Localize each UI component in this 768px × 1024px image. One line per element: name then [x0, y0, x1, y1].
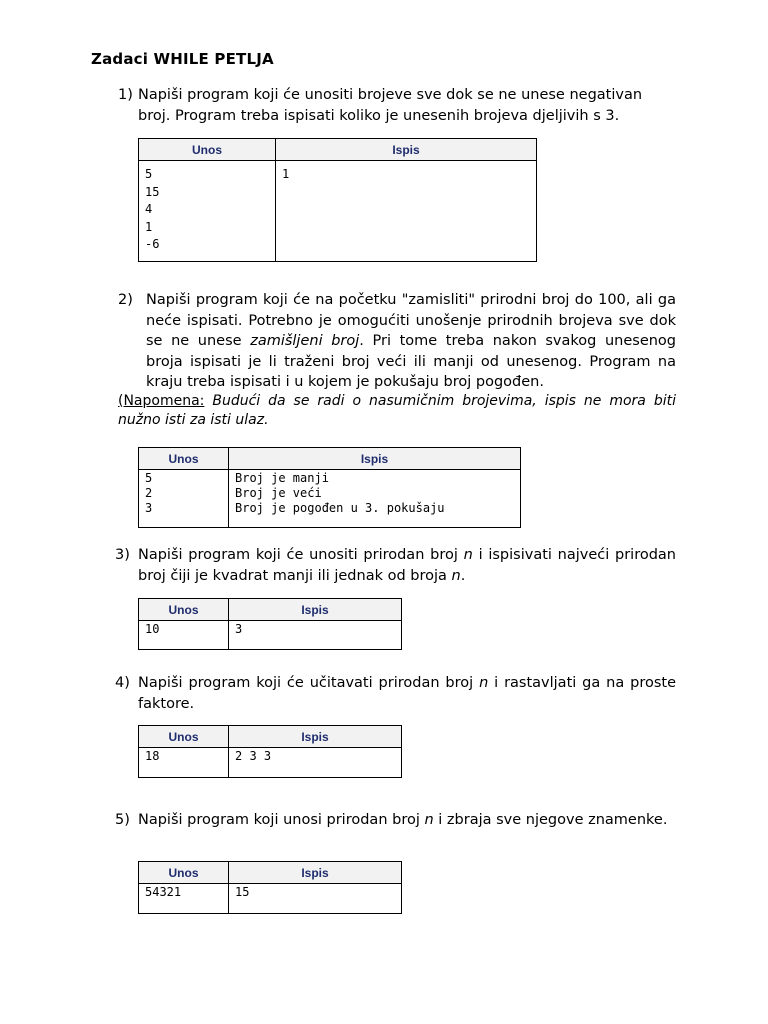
- io-table-5: [138, 861, 402, 914]
- task-text: Napiši program koji će na početku "zamisliti" prirodni broj do 100, ali ga neće ispisati. Potrebno je omogućiti unošenje prirodnih brojeva sve dok se ne unese zamišljeni broj. Pri tome treba nakon svakog unesenog broja ispisati je li traženi broj veći ili manji od unesenog. Program na kraju treba ispisati i u kojem je pokušaju broj pogođen.: [146, 292, 676, 390]
- input-cell: [139, 748, 229, 778]
- output-line: 3: [235, 622, 243, 636]
- output-line: 1: [282, 167, 290, 181]
- output-line: Broj je veći: [235, 486, 322, 500]
- table-header-input: Unos: [139, 139, 276, 161]
- io-table-3: [138, 598, 402, 650]
- task-text: Napiši program koji će učitavati prirodan broj n i rastavljati ga na proste faktore.: [138, 675, 676, 712]
- table-header-output: Ispis: [229, 599, 402, 621]
- note: [118, 392, 676, 430]
- table-header-output: Ispis: [229, 862, 402, 884]
- input-line: 15: [145, 184, 160, 199]
- io-table-2: [138, 447, 521, 528]
- output-cell: [229, 748, 402, 778]
- table-header-input: Unos: [139, 726, 229, 748]
- output-cell: [229, 884, 402, 914]
- table-header-input: Unos: [139, 862, 229, 884]
- output-line: 2 3 3: [235, 749, 272, 763]
- io-table-4: [138, 725, 402, 778]
- table-header-output: Ispis: [229, 726, 402, 748]
- task-number: 3): [115, 547, 130, 563]
- note-label: (Napomena:: [118, 393, 205, 409]
- task-text: Napiši program koji će unositi prirodan broj n i ispisivati najveći prirodan broj čiji je kvadrat manji ili jednak od broja n.: [138, 547, 676, 584]
- input-line: 5: [145, 471, 153, 485]
- page-title: Zadaci WHILE PETLJA: [91, 50, 274, 68]
- task-number: 1): [118, 87, 133, 103]
- task-text: Napiši program koji unosi prirodan broj n i zbraja sve njegove znamenke.: [138, 812, 668, 828]
- output-cell: [229, 470, 521, 528]
- table-header-input: Unos: [139, 599, 229, 621]
- io-table-1: [138, 138, 537, 262]
- output-line: Broj je pogođen u 3. pokušaju: [235, 501, 445, 515]
- input-cell: [139, 621, 229, 650]
- input-line: 54321: [145, 885, 182, 899]
- task-number: 5): [115, 812, 130, 828]
- output-cell: [229, 621, 402, 650]
- input-line: 3: [145, 501, 153, 515]
- output-line: Broj je manji: [235, 471, 329, 485]
- output-cell: [276, 161, 537, 262]
- task-number: 4): [115, 675, 130, 691]
- input-line: 1: [145, 219, 153, 234]
- input-line: 10: [145, 622, 160, 636]
- input-cell: [139, 161, 276, 262]
- input-cell: [139, 470, 229, 528]
- input-line: 4: [145, 202, 153, 216]
- table-header-input: Unos: [139, 448, 229, 470]
- table-header-output: Ispis: [229, 448, 521, 470]
- input-line: 18: [145, 749, 160, 763]
- input-line: -6: [145, 237, 160, 251]
- input-cell: [139, 884, 229, 914]
- note-text: Budući da se radi o nasumičnim brojevima, ispis ne mora biti nužno isti za isti ulaz.: [118, 393, 676, 428]
- output-line: 15: [235, 885, 250, 899]
- task-text: Napiši program koji će unositi brojeve sve dok se ne unese negativan broj. Program treba ispisati koliko je unesenih brojeva djeljivih s 3.: [138, 87, 643, 124]
- input-line: 2: [145, 486, 153, 500]
- task-number: 2): [118, 292, 133, 308]
- input-line: 5: [145, 167, 153, 181]
- table-header-output: Ispis: [276, 139, 537, 161]
